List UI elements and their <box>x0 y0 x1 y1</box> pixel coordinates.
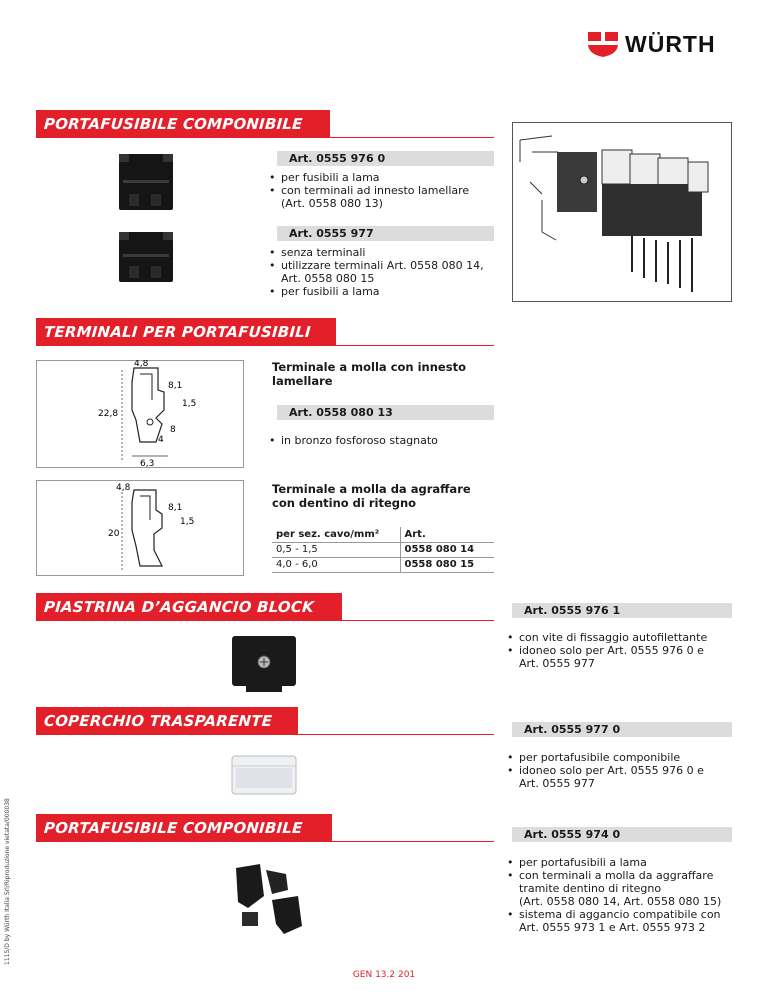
bullet-item: • con vite di fissaggio autofilettante <box>505 631 707 644</box>
bullet-item: • per portafusibile componibile <box>505 751 704 764</box>
section-2-divider <box>36 345 494 346</box>
terminal-2-title-line: con dentino di ritegno <box>272 496 417 510</box>
s1-item1-bullets <box>267 171 469 210</box>
bullet-item: • per fusibili a lama <box>267 171 469 184</box>
bullet-item: • per fusibili a lama <box>267 285 484 298</box>
bullet-item: • con terminali a molla da aggraffare <box>505 869 721 882</box>
table-cell: 4,0 - 6,0 <box>272 557 400 572</box>
wurth-logo <box>586 30 716 58</box>
s5-bullets <box>505 856 721 934</box>
dim-label: 4,8 <box>134 360 149 369</box>
section-3-divider <box>36 620 494 621</box>
bullet-item: • idoneo solo per Art. 0555 976 0 e <box>505 764 704 777</box>
art-0558-080-13-bar: Art. 0558 080 13 <box>277 405 494 420</box>
s1-item2-bullets <box>267 246 484 298</box>
terminal-2-table <box>272 527 494 573</box>
terminal-2-drawing <box>36 480 244 576</box>
dim-label: 8,1 <box>168 503 183 513</box>
bullet-continuation: Art. 0555 973 1 e Art. 0555 973 2 <box>519 921 706 934</box>
art-0555-976-0-bar: Art. 0555 976 0 <box>277 151 494 166</box>
table-header-cell: per sez. cavo/mm² <box>272 527 400 542</box>
art-0555-977-bar: Art. 0555 977 <box>277 226 494 241</box>
bullet-continuation: Art. 0555 977 <box>519 657 595 670</box>
terminal-1-drawing <box>36 360 244 468</box>
bullet-item: • sistema di aggancio compatibile con <box>505 908 721 921</box>
dim-label: 6,3 <box>140 459 155 468</box>
dim-label: 1,5 <box>182 399 197 409</box>
bullet-item: • senza terminali <box>267 246 484 259</box>
section-1-divider <box>36 137 494 138</box>
page-code: GEN 13.2 201 <box>352 970 416 980</box>
bullet-item: • in bronzo fosforoso stagnato <box>267 434 438 447</box>
bullet-item: • per portafusibili a lama <box>505 856 721 869</box>
table-header-cell: Art. <box>400 527 494 542</box>
dim-label: 4,8 <box>116 483 131 493</box>
s3-bullets <box>505 631 707 670</box>
copyright-note: 1115/D by Würth Italia Srl/Riproduzione vietata/000038 <box>4 798 11 965</box>
wurth-logo-icon <box>586 30 620 58</box>
section-2-header <box>36 318 336 346</box>
fuse-holder-assembly-drawing <box>512 122 732 302</box>
section-3-header <box>36 593 342 621</box>
bullet-continuation: Art. 0555 977 <box>519 777 595 790</box>
terminal-2-title <box>272 482 471 510</box>
section-4-header <box>36 707 298 735</box>
table-header-row <box>272 527 494 542</box>
modular-holder-photo <box>226 856 312 940</box>
brand-name: WÜRTH <box>625 30 716 57</box>
block-plate-photo <box>226 630 302 698</box>
dim-label: 8,1 <box>168 381 183 391</box>
table-cell: 0558 080 14 <box>400 542 494 557</box>
section-2-title: TERMINALI PER PORTAFUSIBILI <box>43 323 312 341</box>
bullet-item: • con terminali ad innesto lamellare <box>267 184 469 197</box>
bullet-item: • utilizzare terminali Art. 0558 080 14, <box>267 259 484 272</box>
table-row <box>272 542 494 557</box>
bullet-continuation: tramite dentino di ritegno <box>519 882 662 895</box>
table-cell: 0,5 - 1,5 <box>272 542 400 557</box>
dim-label: 22,8 <box>98 409 119 419</box>
section-5-divider <box>36 841 494 842</box>
bullet-continuation: Art. 0558 080 15 <box>281 272 375 285</box>
table-cell: 0558 080 15 <box>400 557 494 572</box>
section-5-header <box>36 814 332 842</box>
terminal-2-title-line: Terminale a molla da agraffare <box>272 482 471 496</box>
section-5-title: PORTAFUSIBILE COMPONIBILE <box>43 819 304 837</box>
terminal-1-bullets <box>267 434 438 447</box>
section-4-divider <box>36 734 494 735</box>
terminal-1-title-line: lamellare <box>272 374 333 388</box>
s4-bullets <box>505 751 704 790</box>
section-1-title: PORTAFUSIBILE COMPONIBILE <box>43 115 304 133</box>
art-0555-976-1-bar: Art. 0555 976 1 <box>512 603 732 618</box>
section-4-title: COPERCHIO TRASPARENTE <box>43 712 273 730</box>
dim-label: 1,5 <box>180 517 195 527</box>
art-0555-977-0-bar: Art. 0555 977 0 <box>512 722 732 737</box>
section-1-header <box>36 110 330 138</box>
fuse-holder-photo-1 <box>115 150 177 215</box>
bullet-item: • idoneo solo per Art. 0555 976 0 e <box>505 644 707 657</box>
dim-label: 4 <box>158 435 164 445</box>
bullet-continuation: (Art. 0558 080 14, Art. 0558 080 15) <box>519 895 722 908</box>
transparent-cover-photo <box>226 750 302 800</box>
section-3-title: PIASTRINA D’AGGANCIO BLOCK <box>43 598 315 616</box>
terminal-1-title <box>272 360 466 388</box>
art-0555-974-0-bar: Art. 0555 974 0 <box>512 827 732 842</box>
dim-label: 8 <box>170 425 176 435</box>
table-row <box>272 557 494 572</box>
fuse-holder-photo-2 <box>115 226 177 286</box>
dim-label: 20 <box>108 529 120 539</box>
bullet-continuation: (Art. 0558 080 13) <box>281 197 383 210</box>
terminal-1-title-line: Terminale a molla con innesto <box>272 360 466 374</box>
